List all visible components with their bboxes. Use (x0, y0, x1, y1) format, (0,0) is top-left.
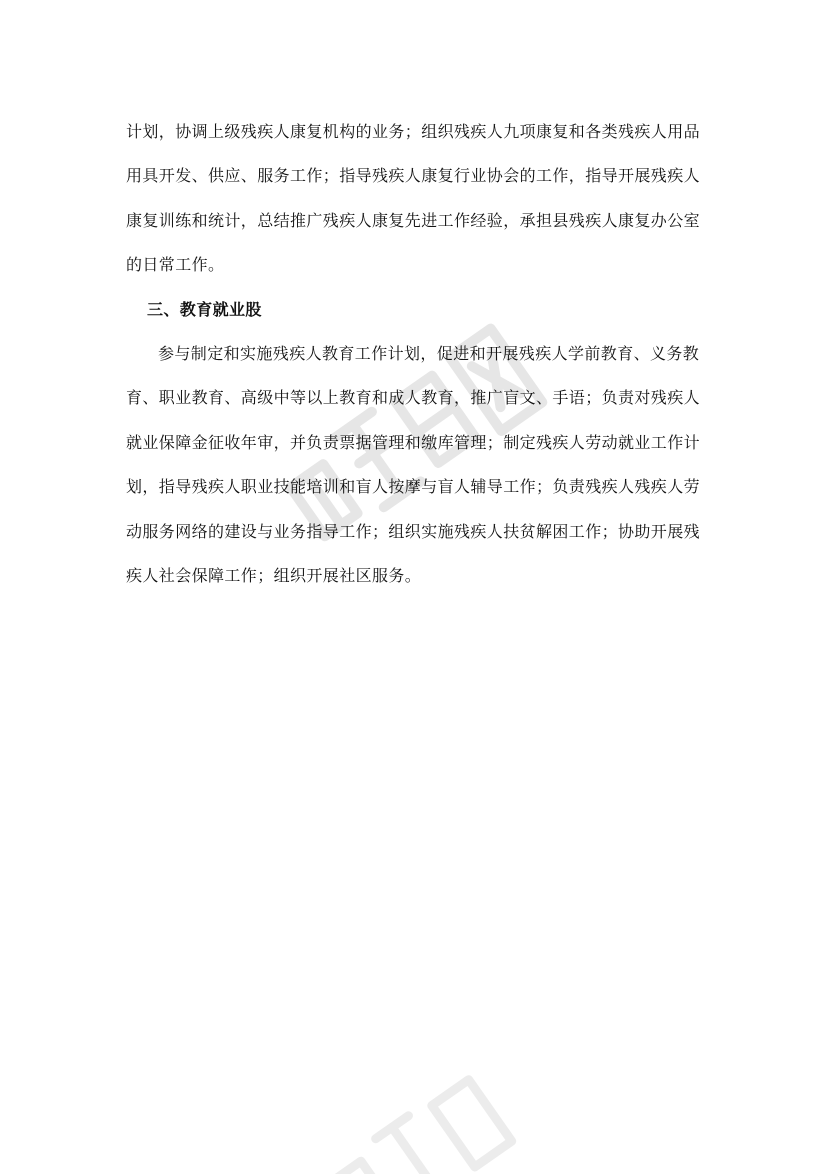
watermark-graphic-bottom (300, 1040, 530, 1174)
text-line: 就业保障金征收年审，并负责票据管理和缴库管理；制定残疾人劳动就业工作计 (126, 432, 701, 452)
paragraph-rehabilitation-continued (126, 110, 716, 288)
text-line: 计划，协调上级残疾人康复机构的业务；组织残疾人九项康复和各类残疾人用品 (126, 122, 701, 141)
text-line: 康复训练和统计，总结推广残疾人康复先进工作经验，承担县残疾人康复办公室 (126, 210, 701, 230)
text-line: 动服务网络的建设与业务指导工作；组织实施残疾人扶贫解困工作；协助开展残 (126, 521, 701, 541)
document-body (126, 110, 716, 598)
text-line: 疾人社会保障工作；组织开展社区服务。 (126, 566, 422, 586)
paragraph-education-employment (126, 332, 716, 598)
text-line: 划，指导残疾人职业技能培训和盲人按摩与盲人辅导工作；负责残疾人残疾人劳 (126, 477, 701, 497)
text-line: 的日常工作。 (126, 255, 225, 275)
text-line: 育、职业教育、高级中等以上教育和成人教育，推广盲文、手语；负责对残疾人 (126, 388, 701, 408)
text-line: 用具开发、供应、服务工作；指导残疾人康复行业协会的工作，指导开展残疾人 (126, 166, 701, 186)
text-line: 参与制定和实施残疾人教育工作计划，促进和开展残疾人学前教育、义务教 (158, 344, 700, 364)
section-heading-education-employment: 三、教育就业股 (147, 299, 262, 319)
